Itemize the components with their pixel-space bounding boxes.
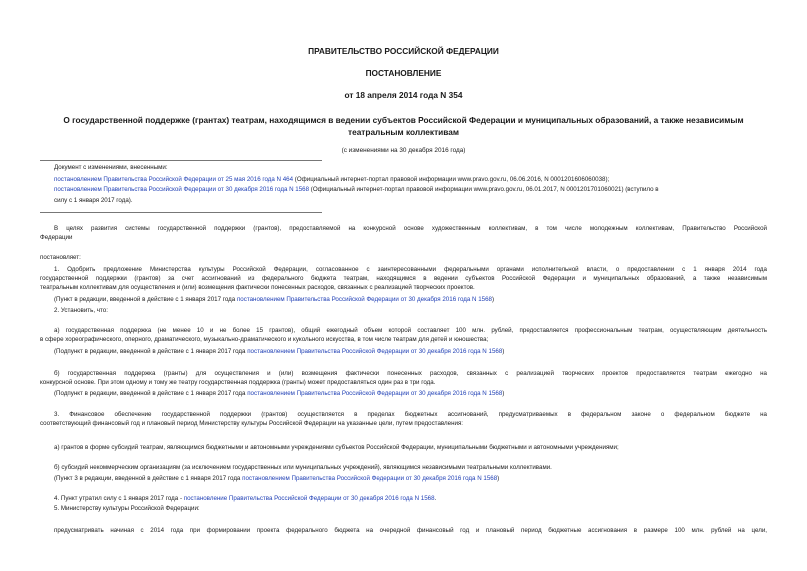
clause-5-item [54, 527, 767, 536]
clause-4 [54, 495, 436, 503]
amendment-link[interactable]: постановлением Правительства Российской Федерации от 30 декабря 2016 года N 1568 [242, 475, 498, 482]
change-item-continuation: силу с 1 января 2017 года). [54, 197, 133, 204]
amendment-note [54, 348, 504, 356]
clause-2: 2. Установить, что: [54, 307, 108, 314]
decrees-word: постановляет: [40, 254, 81, 261]
clause-line: конкурсной основе. При этом одному и тому же театру государственная поддержка (гранты) может предоставляться один раз в три года. [40, 378, 436, 386]
clause-text: 4. Пункт утратил силу с 1 января 2017 года - [54, 495, 184, 502]
change-item [54, 176, 609, 184]
change-link[interactable]: постановлением Правительства Российской Федерации от 25 мая 2016 года N 464 [54, 176, 294, 183]
clause-line: предусматривать начиная с 2014 года при формировании проекта федерального бюджета на очередной финансовый год и плановый период бюджетные ассигнования в размере 100 млн. рублей на цели, [54, 527, 767, 534]
title-line: О государственной поддержке (грантах) театрам, находящимся в ведении субъектов Российской Федерации и муниципальных образований, а также независимым [63, 115, 744, 125]
title-line: театральным коллективам [348, 126, 459, 137]
change-source: (Официальный интернет-портал правовой информации www.pravo.gov.ru, 06.06.2016, N 0001201606060038); [293, 176, 610, 183]
document-date-number: от 18 апреля 2014 года N 354 [344, 90, 463, 100]
changes-intro: Документ с изменениями, внесенными: [54, 164, 168, 171]
note-text: (Пункт 3 в редакции, введенной в действие с 1 января 2017 года [54, 475, 243, 482]
clause-1 [40, 266, 767, 292]
amendment-link[interactable]: постановлением Правительства Российской Федерации от 30 декабря 2016 года N 1568 [247, 348, 503, 355]
preamble [40, 225, 767, 243]
clause-3 [40, 411, 767, 429]
clause-2b [40, 370, 767, 388]
edition-note: (с изменениями на 30 декабря 2016 года) [341, 147, 466, 154]
clause-3b: б) субсидий некоммерческим организациям (за исключением государственных или муниципальных учреждений), являющимся независимыми театральными коллективами. [54, 464, 552, 471]
document-type: ПОСТАНОВЛЕНИЕ [365, 68, 442, 78]
clause-line: 1. Одобрить предложение Министерства культуры Российской Федерации, согласованное с заинтересованными федеральными органами исполнительной власти, о предоставлении с 1 января 2014 года [54, 266, 767, 273]
clause-line: б) государственная поддержка (гранты) для осуществления и (или) возмещения фактически понесенных расходов, связанных с реализацией творческих проектов предоставляется театрам ежегодно на [54, 370, 767, 377]
clause-line: соответствующий финансовый год и плановый период Министерству культуры Российской Федерации на указанные цели, путем предоставления: [40, 419, 464, 427]
amendment-note [54, 390, 504, 398]
amendment-link[interactable]: постановлением Правительства Российской Федерации от 30 декабря 2016 года N 1568 [236, 296, 492, 303]
note-text: (Подпункт в редакции, введенной в действие с 1 января 2017 года [54, 348, 248, 355]
amendment-note [54, 296, 494, 304]
amendment-note [54, 475, 499, 483]
repeal-link[interactable]: постановление Правительства Российской Федерации от 30 декабря 2016 года N 1568 [183, 495, 435, 502]
government-heading: ПРАВИТЕЛЬСТВО РОССИЙСКОЙ ФЕДЕРАЦИИ [308, 46, 499, 56]
clause-line: в сфере хореографического, оперного, драматического, музыкально-драматического и кукольного искусства, в том числе театрам для детей и юношества; [40, 335, 489, 343]
note-text: (Пункт в редакции, введенной в действие с 1 января 2017 года [54, 296, 237, 303]
clause-3a: а) грантов в форме субсидий театрам, являющимся бюджетными и автономными учреждениями субъектов Российской Федерации, муниципальными бюджетными и автономными учреждениями; [54, 444, 619, 451]
change-item [54, 186, 659, 194]
document-title [40, 115, 767, 138]
amendment-link[interactable]: постановлением Правительства Российской Федерации от 30 декабря 2016 года N 1568 [247, 390, 503, 397]
change-source: (Официальный интернет-портал правовой информации www.pravo.gov.ru, 06.01.2017, N 0001201701060021) (вступило в [309, 186, 659, 193]
divider [40, 212, 322, 213]
clause-line: театральным коллективам для осуществления и (или) возмещения фактически понесенных расходов, связанных с реализацией творческих проектов. [40, 283, 475, 291]
note-text: ) [492, 296, 495, 303]
divider [40, 160, 322, 161]
clause-line: а) государственная поддержка (не менее 10 и не более 15 грантов), общий ежегодный объем которой составляет 100 млн. рублей, предоставляется профессиональным театрам, осуществляющим деятельность [54, 327, 767, 334]
note-text: ) [502, 390, 505, 397]
note-text: ) [497, 475, 500, 482]
clause-text: . [434, 495, 437, 502]
clause-2a [40, 327, 767, 345]
preamble-line: В целях развития системы государственной поддержки (грантов), предоставляемой на конкурсной основе художественным коллективам, в том числе молодежным коллективам, Правительство Российской [54, 225, 767, 232]
note-text: ) [502, 348, 505, 355]
preamble-line: Федерации [40, 233, 73, 241]
note-text: (Подпункт в редакции, введенной в действие с 1 января 2017 года [54, 390, 248, 397]
clause-line: 3. Финансовое обеспечение государственной поддержки (грантов) осуществляется в пределах бюджетных ассигнований, предусматриваемых в федеральном законе о федеральном бюджете на [54, 411, 767, 418]
clause-line: государственной поддержки (грантов) за счет ассигнований из федерального бюджета театрам, находящимся в ведении субъектов Российской Федерации и муниципальных образований, а также независимым [40, 274, 767, 282]
clause-5: 5. Министерству культуры Российской Федерации: [54, 505, 200, 512]
change-link[interactable]: постановлением Правительства Российской Федерации от 30 декабря 2016 года N 1568 [54, 186, 310, 193]
